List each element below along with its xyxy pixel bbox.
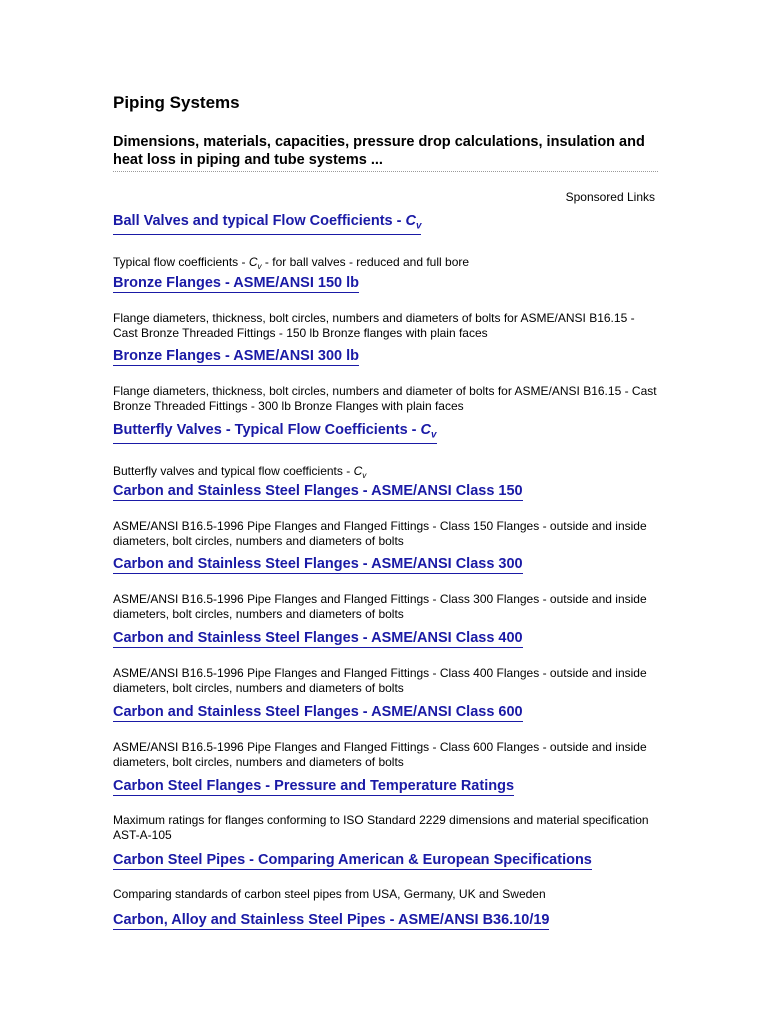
- list-item-carbon-alloy-stainless-pipes: [113, 911, 658, 930]
- cv-symbol: C: [248, 255, 258, 270]
- description-text: - for ball valves - reduced and full bore: [261, 255, 470, 270]
- carbon-steel-pipes-link[interactable]: Carbon Steel Pipes - Comparing American & European Specifications: [113, 852, 592, 868]
- bronze-flanges-300-description: Flange diameters, thickness, bolt circles, numbers and diameter of bolts for ASME/ANSI B16.15 - Cast Bronze Threaded Fittings - 300 lb Bronze Flanges with plain faces: [113, 384, 657, 413]
- list-item-bronze-flanges-150: [113, 274, 658, 341]
- carbon-stainless-class-600-description: ASME/ANSI B16.5-1996 Pipe Flanges and Flanged Fittings - Class 600 Flanges - outside and inside diameters, bolt circles, numbers and diameters of bolts: [113, 740, 647, 769]
- dotted-divider: [113, 171, 658, 172]
- list-item-carbon-stainless-class-600: [113, 703, 658, 770]
- list-item-carbon-steel-flanges-ratings: [113, 777, 658, 843]
- link-text: Ball Valves and typical Flow Coefficients -: [113, 213, 406, 229]
- carbon-steel-flanges-ratings-description: Maximum ratings for flanges conforming to ISO Standard 2229 dimensions and material specification AST-A-105: [113, 813, 649, 842]
- list-item-carbon-stainless-class-400: [113, 629, 658, 696]
- carbon-stainless-class-600-link[interactable]: Carbon and Stainless Steel Flanges - ASME/ANSI Class 600: [113, 704, 523, 720]
- carbon-stainless-class-300-link[interactable]: Carbon and Stainless Steel Flanges - ASME/ANSI Class 300: [113, 556, 523, 572]
- ball-valves-link[interactable]: [113, 213, 421, 235]
- cv-symbol: C: [405, 213, 416, 229]
- list-item-carbon-steel-pipes: [113, 851, 658, 902]
- description-text: Butterfly valves and typical flow coefficients -: [113, 464, 354, 479]
- page-title: Piping Systems: [113, 93, 240, 112]
- cv-symbol: C: [420, 422, 432, 438]
- list-item-ball-valves: [113, 212, 658, 274]
- cv-symbol: C: [353, 464, 363, 479]
- carbon-stainless-class-400-description: ASME/ANSI B16.5-1996 Pipe Flanges and Flanged Fittings - Class 400 Flanges - outside and inside diameters, bolt circles, numbers and diameters of bolts: [113, 666, 647, 695]
- cv-subscript: v: [415, 220, 422, 232]
- ball-valves-description: [113, 255, 658, 274]
- page-subtitle: Dimensions, materials, capacities, pressure drop calculations, insulation and heat loss in piping and tube systems ...: [113, 134, 645, 168]
- link-text: Butterfly Valves - Typical Flow Coefficients -: [113, 422, 421, 438]
- bronze-flanges-300-link[interactable]: Bronze Flanges - ASME/ANSI 300 lb: [113, 348, 360, 364]
- bronze-flanges-150-link[interactable]: Bronze Flanges - ASME/ANSI 150 lb: [113, 275, 360, 291]
- bronze-flanges-150-description: Flange diameters, thickness, bolt circles, numbers and diameters of bolts for ASME/ANSI B16.15 - Cast Bronze Threaded Fittings - 150 lb Bronze flanges with plain faces: [113, 311, 635, 340]
- carbon-stainless-class-300-description: ASME/ANSI B16.5-1996 Pipe Flanges and Flanged Fittings - Class 300 Flanges - outside and inside diameters, bolt circles, numbers and diameters of bolts: [113, 592, 647, 621]
- description-text: Typical flow coefficients -: [113, 255, 249, 270]
- carbon-stainless-class-400-link[interactable]: Carbon and Stainless Steel Flanges - ASME/ANSI Class 400: [113, 630, 523, 646]
- carbon-alloy-stainless-pipes-link[interactable]: Carbon, Alloy and Stainless Steel Pipes - ASME/ANSI B36.10/19: [113, 912, 550, 928]
- carbon-stainless-class-150-description: ASME/ANSI B16.5-1996 Pipe Flanges and Flanged Fittings - Class 150 Flanges - outside and inside diameters, bolt circles, numbers and diameters of bolts: [113, 519, 647, 548]
- list-item-carbon-stainless-class-150: [113, 482, 658, 549]
- carbon-stainless-class-150-link[interactable]: Carbon and Stainless Steel Flanges - ASME/ANSI Class 150: [113, 483, 523, 499]
- list-item-carbon-stainless-class-300: [113, 555, 658, 622]
- carbon-steel-pipes-description: Comparing standards of carbon steel pipes from USA, Germany, UK and Sweden: [113, 887, 546, 901]
- carbon-steel-flanges-ratings-link[interactable]: Carbon Steel Flanges - Pressure and Temperature Ratings: [113, 778, 515, 794]
- cv-subscript: v: [257, 262, 262, 272]
- list-item-bronze-flanges-300: [113, 347, 658, 414]
- cv-subscript: v: [431, 429, 437, 441]
- butterfly-valves-description: [113, 464, 658, 483]
- cv-subscript: v: [362, 471, 367, 481]
- sponsored-links-label: Sponsored Links: [565, 190, 655, 204]
- butterfly-valves-link[interactable]: [113, 422, 437, 444]
- list-item-butterfly-valves: [113, 421, 658, 483]
